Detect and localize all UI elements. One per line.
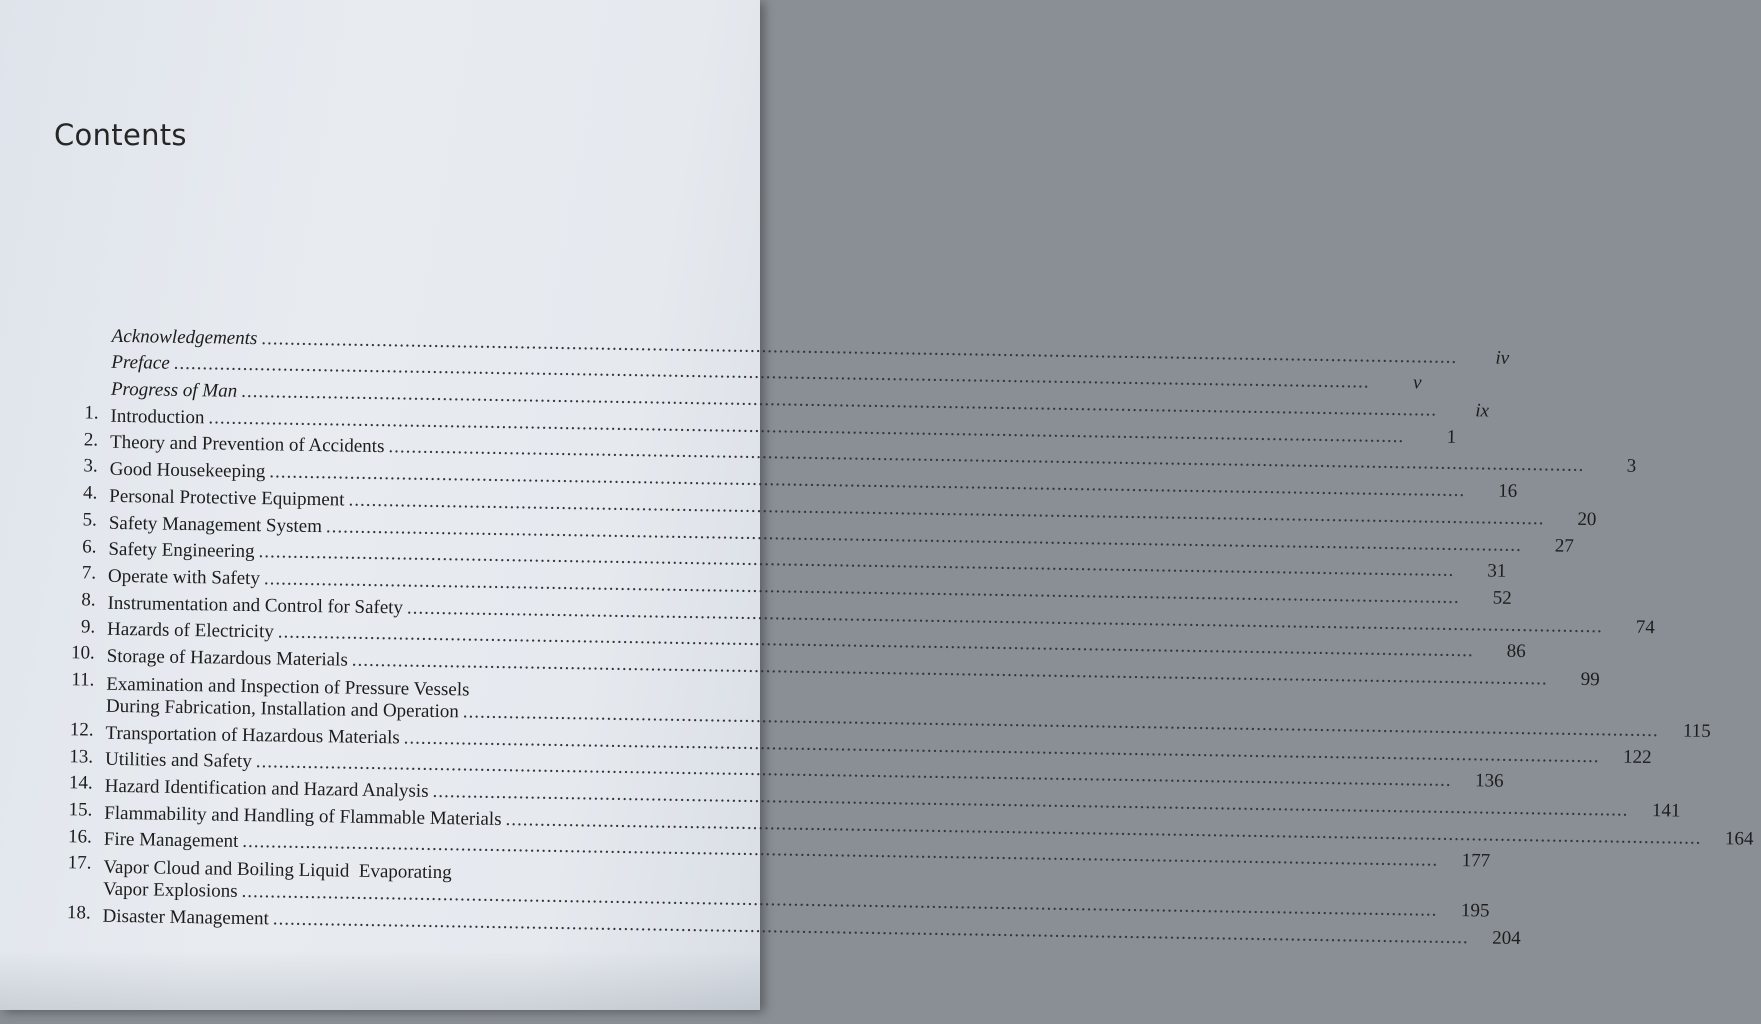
- toc-entry-page: 3: [1626, 456, 1637, 478]
- toc-entry-title: Disaster Management: [102, 905, 269, 930]
- toc-entry-title: Theory and Prevention of Accidents: [109, 432, 385, 458]
- toc-entry-title: Vapor Cloud and Boiling Liquid Evaporating: [103, 857, 452, 884]
- chapter-number: 3.: [83, 455, 98, 478]
- chapter-number: 11.: [71, 669, 95, 691]
- toc-entry-title: Good Housekeeping: [109, 458, 266, 483]
- toc-entry-page: 31: [1487, 560, 1507, 582]
- toc-entry-page: 195: [1460, 900, 1490, 922]
- chapter-number: 14.: [68, 772, 93, 794]
- toc-entry-page: 136: [1474, 770, 1504, 793]
- toc-entry-page: iv: [1495, 347, 1510, 369]
- toc-entry-page: 74: [1635, 616, 1656, 638]
- toc-entry-title: Transportation of Hazardous Materials: [105, 722, 400, 749]
- toc-entry-page: 20: [1577, 508, 1597, 530]
- table-of-contents: [50, 320, 1754, 950]
- toc-entry-title: Hazards of Electricity: [106, 619, 274, 643]
- toc-entry-title: Instrumentation and Control for Safety: [107, 592, 404, 618]
- toc-entry-title: Examination and Inspection of Pressure Vessels: [106, 673, 470, 701]
- toc-entry-page: 177: [1461, 850, 1491, 872]
- chapter-number: 8.: [81, 589, 96, 611]
- chapter-number: 16.: [67, 825, 93, 848]
- chapter-number: 15.: [68, 799, 93, 821]
- toc-entry-page: 16: [1497, 480, 1518, 503]
- toc-entry-title: Introduction: [110, 405, 205, 429]
- toc-entry-page: 141: [1651, 800, 1681, 822]
- chapter-number: 12.: [69, 719, 94, 741]
- toc-entry-page: 86: [1506, 641, 1526, 663]
- toc-entry-page: 115: [1682, 720, 1711, 742]
- toc-entry-title-continued: During Fabrication, Installation and Operation: [105, 695, 460, 723]
- toc-entry-title: Operate with Safety: [107, 565, 261, 590]
- chapter-number: 6.: [82, 535, 97, 558]
- chapter-number: 10.: [70, 642, 95, 664]
- toc-entry-title: Preface: [111, 352, 170, 375]
- chapter-number: 4.: [82, 482, 98, 504]
- chapter-number: 17.: [67, 852, 92, 874]
- chapter-number: 7.: [81, 562, 97, 584]
- toc-entry-title: Personal Protective Equipment: [109, 485, 345, 511]
- chapter-number: 9.: [80, 615, 96, 638]
- toc-entry-page: 204: [1492, 927, 1521, 950]
- chapter-number: 1.: [84, 402, 99, 424]
- toc-entry-title: Storage of Hazardous Materials: [106, 645, 348, 671]
- toc-entry-page: ix: [1475, 400, 1490, 422]
- toc-entry-title: Fire Management: [103, 829, 239, 853]
- toc-entry-page: 1: [1446, 426, 1457, 448]
- toc-entry-title-continued: Vapor Explosions: [102, 879, 238, 903]
- toc-entry-title: Utilities and Safety: [104, 749, 252, 773]
- toc-entry-page: 164: [1724, 827, 1754, 850]
- chapter-number: 18.: [66, 902, 91, 924]
- page-title: Contents: [54, 118, 187, 152]
- toc-entry-title: Acknowledgements: [111, 325, 258, 349]
- toc-entry-page: 122: [1622, 746, 1652, 768]
- bleed-through-text: [30, 60, 730, 320]
- toc-entry-title: Hazard Identification and Hazard Analysis: [104, 775, 429, 802]
- toc-entry-title: Safety Engineering: [108, 538, 255, 563]
- chapter-number: 2.: [83, 429, 99, 451]
- toc-entry-page: 27: [1554, 535, 1574, 557]
- toc-entry-title: Safety Management System: [108, 512, 323, 537]
- toc-entry-page: v: [1412, 372, 1422, 394]
- toc-entry-page: 99: [1580, 668, 1600, 691]
- chapter-number: 5.: [82, 509, 98, 531]
- chapter-number: 13.: [69, 745, 94, 768]
- toc-entry-title: Flammability and Handling of Flammable Materials: [104, 802, 502, 830]
- toc-entry-page: 52: [1492, 587, 1512, 609]
- toc-entry-title: Progress of Man: [110, 378, 238, 402]
